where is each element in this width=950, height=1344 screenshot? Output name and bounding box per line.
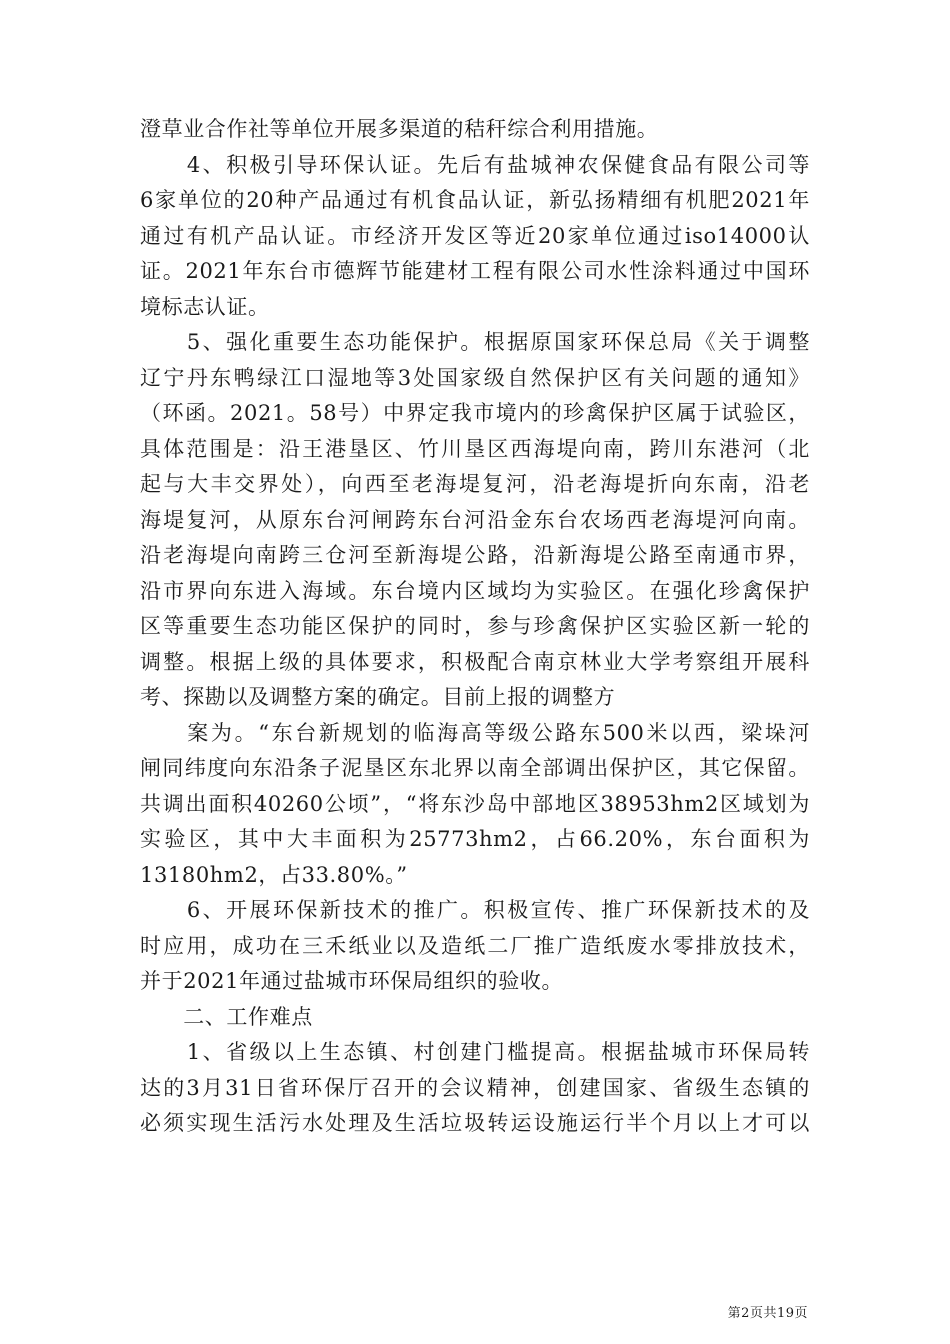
text-line: 达的3月31日省环保厅召开的会议精神，创建国家、省级生态镇的 bbox=[140, 1075, 810, 1100]
text-line: 海堤复河，从原东台河闸跨东台河沿金东台农场西老海堤河向南。 bbox=[140, 507, 810, 532]
text-line: 具体范围是：沿王港垦区、竹川垦区西海堤向南，跨川东港河（北 bbox=[140, 436, 810, 461]
text-line: 1、省级以上生态镇、村创建门槛提高。根据盐城市环保局转 bbox=[140, 1040, 810, 1064]
text-line: 实验区，其中大丰面积为25773hm2，占66.20%，东台面积为 bbox=[140, 827, 810, 851]
text-line: 沿老海堤向南跨三仓河至新海堤公路，沿新海堤公路至南通市界， bbox=[140, 543, 810, 567]
text-line: 4、积极引导环保认证。先后有盐城神农保健食品有限公司等 bbox=[140, 152, 810, 177]
text-line: 案为。“东台新规划的临海高等级公路东500米以西，梁垛河 bbox=[140, 720, 810, 745]
page-number-footer: 第2页共19页 bbox=[727, 1306, 808, 1321]
text-line: 共调出面积40260公顷”，“将东沙岛中部地区38953hm2区域划为 bbox=[140, 791, 810, 816]
text-line: 证。2021年东台市德辉节能建材工程有限公司水性涂料通过中国环 bbox=[140, 259, 810, 283]
text-line: （环函。2021。58号）中界定我市境内的珍禽保护区属于试验区， bbox=[140, 401, 810, 425]
text-line: 调整。根据上级的具体要求，积极配合南京林业大学考察组开展科 bbox=[140, 649, 810, 674]
text-line: 澄草业合作社等单位开展多渠道的秸秆综合利用措施。 bbox=[140, 117, 659, 141]
document-body bbox=[140, 112, 810, 1142]
text-line: 通过有机产品认证。市经济开发区等近20家单位通过iso14000认 bbox=[140, 223, 810, 248]
text-line: 6、开展环保新技术的推广。积极宣传、推广环保新技术的及 bbox=[140, 898, 810, 922]
section-heading: 二、工作难点 bbox=[140, 1004, 313, 1029]
text-line: 起与大丰交界处），向西至老海堤复河，沿老海堤折向东南，沿老 bbox=[140, 472, 810, 496]
text-line: 时应用，成功在三禾纸业以及造纸二厂推广造纸废水零排放技术， bbox=[140, 933, 810, 958]
text-line: 必须实现生活污水处理及生活垃圾转运设施运行半个月以上才可以 bbox=[140, 1111, 810, 1135]
text-line: 考、探勘以及调整方案的确定。目前上报的调整方 bbox=[140, 685, 616, 709]
text-line: 辽宁丹东鸭绿江口湿地等3处国家级自然保护区有关问题的通知》 bbox=[140, 365, 810, 390]
text-line: 闸同纬度向东沿条子泥垦区东北界以南全部调出保护区，其它保留。 bbox=[140, 756, 810, 780]
text-line: 5、强化重要生态功能保护。根据原国家环保总局《关于调整 bbox=[140, 330, 810, 354]
text-line: 沿市界向东进入海域。东台境内区域均为实验区。在强化珍禽保护 bbox=[140, 578, 810, 603]
text-line: 境标志认证。 bbox=[140, 294, 270, 319]
text-line: 6家单位的20种产品通过有机食品认证，新弘扬精细有机肥2021年 bbox=[140, 188, 810, 212]
text-line: 并于2021年通过盐城市环保局组织的验收。 bbox=[140, 969, 564, 993]
text-line: 13180hm2，占33.80%。” bbox=[140, 862, 408, 887]
text-line: 区等重要生态功能区保护的同时，参与珍禽保护区实验区新一轮的 bbox=[140, 614, 810, 638]
